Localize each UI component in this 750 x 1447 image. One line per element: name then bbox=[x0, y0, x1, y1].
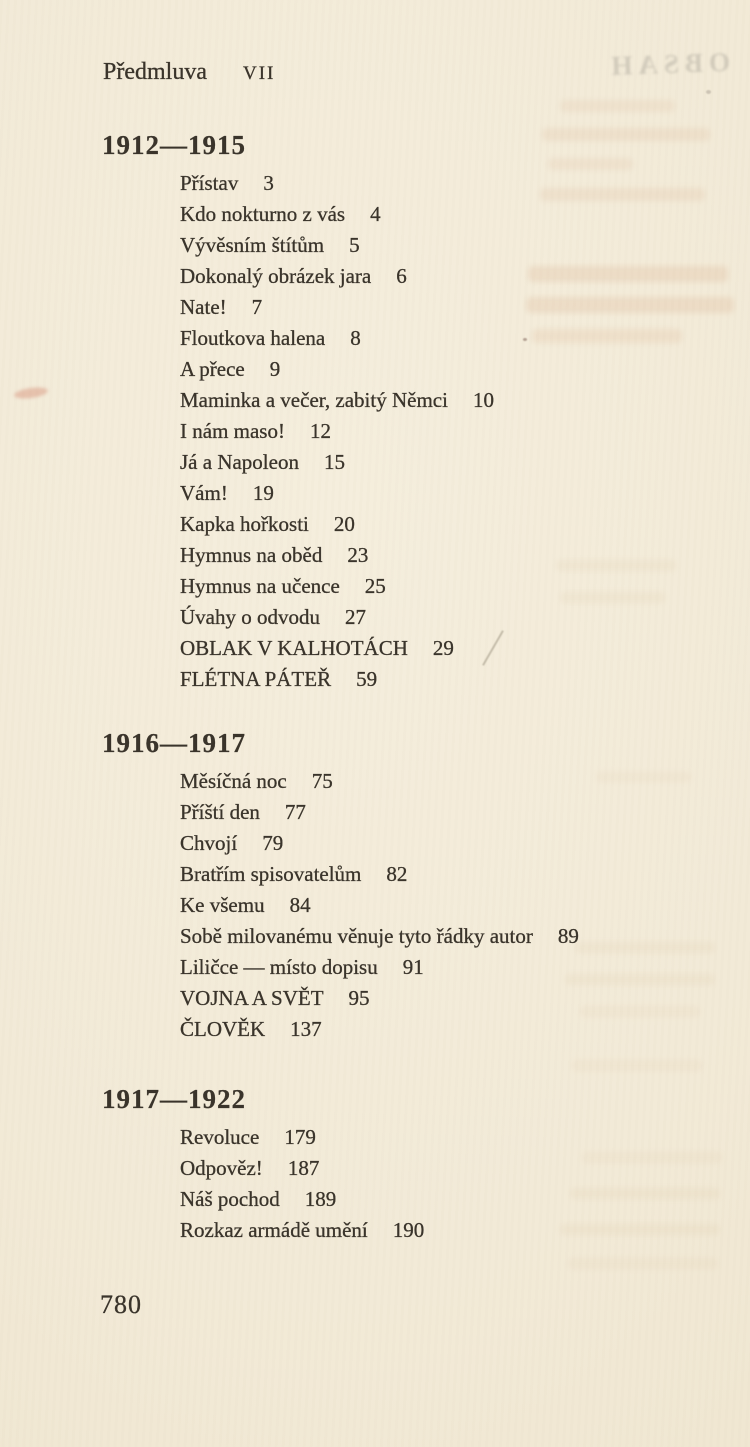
entry-title: Maminka a večer, zabitý Němci bbox=[180, 388, 448, 412]
entry-title: Náš pochod bbox=[180, 1187, 280, 1211]
toc-section-1917-1922 bbox=[102, 1082, 424, 1246]
toc-entry bbox=[180, 1184, 424, 1215]
toc-entry bbox=[180, 1122, 424, 1153]
toc-entry bbox=[180, 1215, 424, 1246]
toc-entry bbox=[180, 1014, 579, 1045]
paper-speck bbox=[523, 338, 527, 341]
entry-title: Vám! bbox=[180, 481, 228, 505]
entry-title: Sobě milovanému věnuje tyto řádky autor bbox=[180, 924, 533, 948]
entry-title: Dokonalý obrázek jara bbox=[180, 264, 372, 288]
entry-title: OBLAK V KALHOTÁCH bbox=[180, 636, 408, 660]
entry-title: VOJNA A SVĚT bbox=[180, 986, 324, 1010]
entry-page-number: 19 bbox=[252, 481, 274, 505]
entry-page-number: 25 bbox=[364, 574, 386, 598]
bleedthrough-obsah-text: OBSAH bbox=[604, 46, 731, 82]
entry-title: I nám maso! bbox=[180, 419, 285, 443]
entry-page-number: 189 bbox=[304, 1187, 337, 1211]
toc-entry bbox=[180, 509, 494, 540]
bleedthrough-line bbox=[570, 1188, 720, 1199]
preface-title: Předmluva bbox=[103, 59, 207, 85]
entry-title: Vývěsním štítům bbox=[180, 233, 325, 257]
toc-entry bbox=[180, 921, 579, 952]
entry-title: Já a Napoleon bbox=[180, 450, 299, 474]
bleedthrough-line bbox=[596, 772, 691, 782]
entry-page-number: 179 bbox=[284, 1125, 316, 1149]
entry-title: Úvahy o odvodu bbox=[180, 605, 320, 629]
bleedthrough-line bbox=[548, 158, 633, 170]
bleedthrough-line bbox=[572, 1060, 702, 1071]
bleedthrough-line bbox=[556, 560, 676, 571]
entry-page-number: 187 bbox=[287, 1156, 320, 1180]
entry-page-number: 89 bbox=[557, 924, 579, 948]
toc-entry bbox=[180, 323, 494, 354]
toc-entry bbox=[180, 385, 494, 416]
entry-page-number: 82 bbox=[386, 862, 408, 886]
entry-page-number: 190 bbox=[392, 1218, 425, 1242]
toc-entry bbox=[180, 416, 494, 447]
toc-list bbox=[102, 168, 494, 695]
bleedthrough-line bbox=[560, 100, 675, 112]
bleedthrough-line bbox=[565, 974, 715, 985]
entry-page-number: 91 bbox=[402, 955, 424, 979]
section-years-heading: 1912—1915 bbox=[102, 130, 246, 160]
entry-page-number: 95 bbox=[348, 986, 370, 1010]
toc-entry bbox=[180, 633, 494, 664]
entry-page-number: 8 bbox=[350, 326, 361, 350]
ink-smudge bbox=[13, 386, 48, 401]
toc-entry bbox=[180, 230, 494, 261]
entry-page-number: 137 bbox=[290, 1017, 322, 1041]
toc-entry bbox=[180, 859, 579, 890]
entry-page-number: 27 bbox=[345, 605, 366, 629]
toc-entry bbox=[180, 983, 579, 1014]
toc-entry bbox=[180, 571, 494, 602]
entry-title: Hymnus na učence bbox=[180, 574, 340, 598]
toc-entry bbox=[180, 828, 579, 859]
toc-entry bbox=[180, 199, 494, 230]
bleedthrough-line bbox=[528, 266, 728, 282]
toc-list bbox=[102, 1122, 424, 1246]
paper-speck bbox=[706, 90, 711, 94]
toc-section-1912-1915 bbox=[102, 128, 494, 695]
entry-title: Kapka hořkosti bbox=[180, 512, 309, 536]
bleedthrough-line bbox=[575, 942, 715, 953]
toc-entry bbox=[180, 890, 579, 921]
entry-page-number: 4 bbox=[370, 202, 381, 226]
entry-page-number: 75 bbox=[311, 769, 333, 793]
entry-page-number: 23 bbox=[347, 543, 369, 567]
toc-entry bbox=[180, 952, 579, 983]
entry-page-number: 5 bbox=[349, 233, 360, 257]
bleedthrough-line bbox=[540, 188, 705, 201]
entry-page-number: 15 bbox=[323, 450, 345, 474]
bleedthrough-line bbox=[582, 1152, 722, 1163]
toc-entry bbox=[180, 602, 494, 633]
entry-title: Kdo nokturno z vás bbox=[180, 202, 346, 226]
entry-title: Odpověz! bbox=[180, 1156, 263, 1180]
entry-title: Floutkova halena bbox=[180, 326, 326, 350]
toc-section-1916-1917 bbox=[102, 726, 579, 1045]
preface-line bbox=[103, 58, 275, 88]
entry-title: Příští den bbox=[180, 800, 260, 824]
entry-page-number: 7 bbox=[251, 295, 263, 319]
entry-page-number: 20 bbox=[333, 512, 355, 536]
bleedthrough-line bbox=[580, 1006, 700, 1017]
entry-page-number: 79 bbox=[262, 831, 284, 855]
folio-page-number: 780 bbox=[100, 1290, 142, 1319]
entry-title: Měsíčná noc bbox=[180, 769, 287, 793]
bleedthrough-line bbox=[560, 592, 665, 603]
entry-title: Revoluce bbox=[180, 1125, 260, 1149]
entry-title: Bratřím spisovatelům bbox=[180, 862, 362, 886]
toc-entry bbox=[180, 664, 494, 695]
section-years-heading: 1916—1917 bbox=[102, 728, 246, 758]
toc-entry bbox=[180, 447, 494, 478]
entry-title: Ke všemu bbox=[180, 893, 265, 917]
entry-page-number: 29 bbox=[432, 636, 454, 660]
preface-page-numeral: VII bbox=[242, 63, 276, 84]
toc-entry bbox=[180, 292, 494, 323]
bleedthrough-line bbox=[532, 329, 682, 343]
toc-entry bbox=[180, 261, 494, 292]
toc-list bbox=[102, 766, 579, 1045]
entry-title: Liličce — místo dopisu bbox=[180, 955, 378, 979]
entry-page-number: 84 bbox=[289, 893, 311, 917]
section-years-heading: 1917—1922 bbox=[102, 1084, 246, 1114]
toc-entry bbox=[180, 766, 579, 797]
entry-page-number: 10 bbox=[472, 388, 494, 412]
entry-title: A přece bbox=[180, 357, 245, 381]
entry-title: Chvojí bbox=[180, 831, 238, 855]
entry-page-number: 12 bbox=[309, 419, 331, 443]
bleedthrough-line bbox=[568, 1258, 718, 1269]
toc-entry bbox=[180, 168, 494, 199]
bleedthrough-line bbox=[542, 128, 710, 141]
entry-page-number: 59 bbox=[356, 667, 378, 691]
entry-page-number: 3 bbox=[263, 171, 274, 195]
entry-title: FLÉTNA PÁTEŘ bbox=[180, 667, 332, 691]
bleedthrough-line bbox=[526, 297, 734, 313]
entry-title: Hymnus na oběd bbox=[180, 543, 323, 567]
entry-page-number: 6 bbox=[396, 264, 407, 288]
entry-page-number: 9 bbox=[269, 357, 281, 381]
entry-page-number: 77 bbox=[284, 800, 306, 824]
toc-entry bbox=[180, 354, 494, 385]
toc-entry bbox=[180, 478, 494, 509]
toc-entry bbox=[180, 1153, 424, 1184]
entry-title: Rozkaz armádě umění bbox=[180, 1218, 368, 1242]
bleedthrough-line bbox=[560, 1224, 720, 1235]
entry-title: ČLOVĚK bbox=[180, 1017, 266, 1041]
toc-entry bbox=[180, 540, 494, 571]
entry-title: Přístav bbox=[180, 171, 239, 195]
toc-entry bbox=[180, 797, 579, 828]
entry-title: Nate! bbox=[180, 295, 227, 319]
